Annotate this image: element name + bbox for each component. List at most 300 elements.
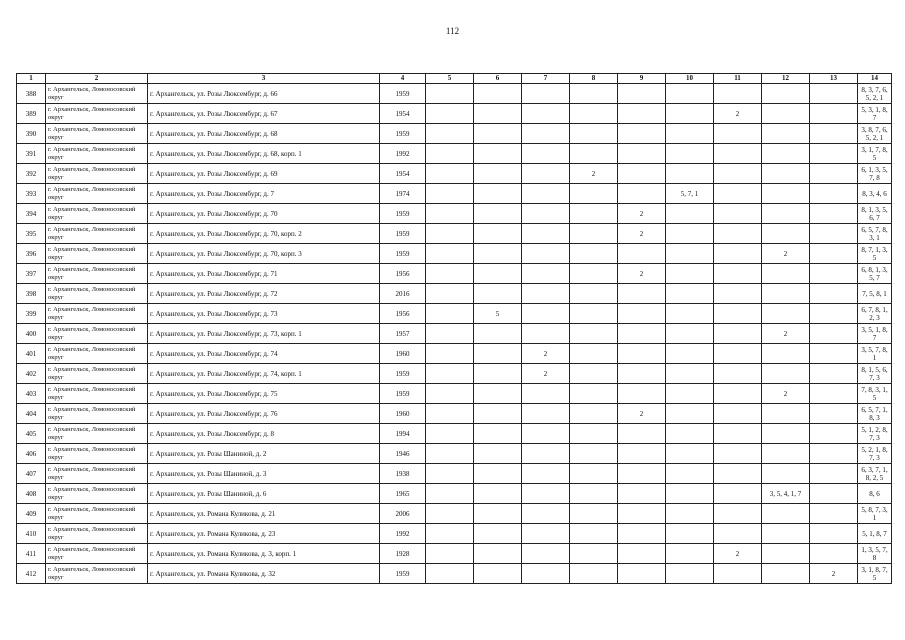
col5-cell [426,364,474,384]
district-cell: г. Архангельск, Ломоносовский округ [46,284,148,304]
district-cell: г. Архангельск, Ломоносовский округ [46,504,148,524]
col6-cell [474,124,522,144]
col8-cell [570,224,618,244]
column-header-13: 13 [810,74,858,84]
col11-cell [714,164,762,184]
col12-cell [762,184,810,204]
col12-cell [762,144,810,164]
col12-cell [762,304,810,324]
col9-cell [618,104,666,124]
year-cell: 1959 [380,364,426,384]
year-cell: 1956 [380,264,426,284]
column-header-7: 7 [522,74,570,84]
year-cell: 1992 [380,144,426,164]
col14-cell: 6, 3, 7, 1, 8, 2, 5 [858,464,892,484]
col12-cell: 3, 5, 4, 1, 7 [762,484,810,504]
table-row [17,524,892,544]
col13-cell [810,364,858,384]
col13-cell [810,264,858,284]
col6-cell [474,184,522,204]
address-cell: г. Архангельск, ул. Розы Люксембург, д. 68 [148,124,380,144]
col5-cell [426,284,474,304]
col11-cell [714,484,762,504]
year-cell: 1960 [380,404,426,424]
col5-cell [426,224,474,244]
col13-cell [810,284,858,304]
table-row [17,544,892,564]
col13-cell [810,204,858,224]
table-row [17,484,892,504]
address-cell: г. Архангельск, ул. Розы Люксембург, д. 70, корп. 2 [148,224,380,244]
col14-cell: 8, 3, 7, 6, 5, 2, 1 [858,84,892,104]
table-row [17,284,892,304]
table-row [17,564,892,584]
col10-cell [666,464,714,484]
col8-cell [570,364,618,384]
column-header-12: 12 [762,74,810,84]
col14-cell: 8, 1, 5, 6, 7, 3 [858,364,892,384]
col6-cell [474,284,522,304]
col13-cell [810,224,858,244]
col10-cell [666,144,714,164]
address-cell: г. Архангельск, ул. Розы Люксембург, д. 74, корп. 1 [148,364,380,384]
row-number: 410 [17,524,46,544]
col10-cell [666,364,714,384]
col7-cell [522,564,570,584]
col13-cell [810,344,858,364]
col11-cell [714,564,762,584]
district-cell: г. Архангельск, Ломоносовский округ [46,84,148,104]
col9-cell [618,324,666,344]
col12-cell [762,344,810,364]
col7-cell [522,484,570,504]
col10-cell [666,264,714,284]
col13-cell [810,164,858,184]
col12-cell [762,204,810,224]
address-cell: г. Архангельск, ул. Розы Люксембург, д. 74 [148,344,380,364]
col14-cell: 3, 1, 8, 7, 5 [858,564,892,584]
table-row [17,184,892,204]
col8-cell [570,184,618,204]
col9-cell [618,244,666,264]
address-cell: г. Архангельск, ул. Романа Куликова, д. 23 [148,524,380,544]
district-cell: г. Архангельск, Ломоносовский округ [46,464,148,484]
col6-cell [474,564,522,584]
col10-cell [666,104,714,124]
district-cell: г. Архангельск, Ломоносовский округ [46,424,148,444]
col12-cell [762,564,810,584]
col10-cell [666,304,714,324]
col8-cell [570,444,618,464]
year-cell: 1959 [380,384,426,404]
col9-cell: 2 [618,204,666,224]
col11-cell [714,264,762,284]
col13-cell [810,244,858,264]
col8-cell [570,284,618,304]
col10-cell [666,484,714,504]
col9-cell [618,384,666,404]
row-number: 399 [17,304,46,324]
col9-cell [618,364,666,384]
col13-cell [810,324,858,344]
year-cell: 1992 [380,524,426,544]
col13-cell [810,84,858,104]
col6-cell [474,384,522,404]
address-cell: г. Архангельск, ул. Розы Люксембург, д. 70 [148,204,380,224]
col11-cell [714,184,762,204]
col12-cell [762,364,810,384]
col11-cell [714,344,762,364]
page-number: 112 [445,26,460,36]
col9-cell [618,424,666,444]
row-number: 390 [17,124,46,144]
col6-cell [474,224,522,244]
col7-cell [522,144,570,164]
table-row [17,244,892,264]
col7-cell [522,84,570,104]
row-number: 412 [17,564,46,584]
table-row [17,404,892,424]
col13-cell [810,444,858,464]
col12-cell: 2 [762,244,810,264]
col9-cell [618,304,666,324]
col7-cell [522,244,570,264]
table-row [17,444,892,464]
col7-cell [522,404,570,424]
row-number: 408 [17,484,46,504]
col8-cell [570,304,618,324]
col13-cell [810,484,858,504]
col7-cell: 2 [522,364,570,384]
col14-cell: 1, 3, 5, 7, 8 [858,544,892,564]
col7-cell [522,504,570,524]
row-number: 406 [17,444,46,464]
column-header-14: 14 [858,74,892,84]
col5-cell [426,124,474,144]
col5-cell [426,444,474,464]
year-cell: 1959 [380,84,426,104]
col11-cell [714,124,762,144]
row-number: 407 [17,464,46,484]
col8-cell [570,484,618,504]
col8-cell [570,544,618,564]
col5-cell [426,564,474,584]
col13-cell [810,424,858,444]
col7-cell [522,424,570,444]
col9-cell [618,544,666,564]
address-cell: г. Архангельск, ул. Розы Люксембург, д. 70, корп. 3 [148,244,380,264]
col9-cell: 2 [618,224,666,244]
year-cell: 1960 [380,344,426,364]
col8-cell [570,524,618,544]
col8-cell [570,464,618,484]
col14-cell: 5, 3, 1, 8, 7 [858,104,892,124]
col14-cell: 3, 5, 7, 8, 1 [858,344,892,364]
col10-cell [666,524,714,544]
row-number: 403 [17,384,46,404]
year-cell: 1946 [380,444,426,464]
col9-cell [618,84,666,104]
col12-cell [762,84,810,104]
district-cell: г. Архангельск, Ломоносовский округ [46,484,148,504]
col14-cell: 3, 1, 7, 8, 5 [858,144,892,164]
address-cell: г. Архангельск, ул. Розы Люксембург, д. 71 [148,264,380,284]
col11-cell: 2 [714,104,762,124]
col14-cell: 8, 7, 1, 3, 5 [858,244,892,264]
col8-cell [570,84,618,104]
col11-cell [714,384,762,404]
column-header-10: 10 [666,74,714,84]
district-cell: г. Архангельск, Ломоносовский округ [46,384,148,404]
col6-cell [474,164,522,184]
col7-cell [522,224,570,244]
district-cell: г. Архангельск, Ломоносовский округ [46,524,148,544]
col11-cell [714,364,762,384]
col12-cell [762,224,810,244]
column-header-1: 1 [17,74,46,84]
column-header-8: 8 [570,74,618,84]
table-row [17,384,892,404]
address-cell: г. Архангельск, ул. Розы Шаниной, д. 6 [148,484,380,504]
col5-cell [426,524,474,544]
col14-cell: 8, 1, 3, 5, 6, 7 [858,204,892,224]
col9-cell [618,164,666,184]
col9-cell [618,444,666,464]
col10-cell [666,404,714,424]
row-number: 404 [17,404,46,424]
col7-cell [522,384,570,404]
col14-cell: 3, 8, 7, 6, 5, 2, 1 [858,124,892,144]
col10-cell [666,244,714,264]
col12-cell [762,164,810,184]
address-cell: г. Архангельск, ул. Розы Люксембург, д. 72 [148,284,380,304]
col7-cell [522,124,570,144]
col11-cell [714,284,762,304]
col6-cell [474,144,522,164]
col7-cell: 2 [522,344,570,364]
year-cell: 1959 [380,564,426,584]
col5-cell [426,484,474,504]
col5-cell [426,504,474,524]
row-number: 397 [17,264,46,284]
district-cell: г. Архангельск, Ломоносовский округ [46,564,148,584]
col10-cell [666,324,714,344]
col9-cell [618,524,666,544]
col12-cell: 2 [762,324,810,344]
col13-cell: 2 [810,564,858,584]
row-number: 392 [17,164,46,184]
column-header-11: 11 [714,74,762,84]
col14-cell: 5, 2, 1, 8, 7, 3 [858,444,892,464]
col6-cell [474,344,522,364]
col7-cell [522,204,570,224]
col8-cell [570,344,618,364]
col13-cell [810,304,858,324]
col12-cell [762,424,810,444]
col6-cell [474,524,522,544]
data-table [16,73,892,584]
col7-cell [522,324,570,344]
col13-cell [810,504,858,524]
col11-cell [714,244,762,264]
col7-cell [522,464,570,484]
address-cell: г. Архангельск, ул. Розы Люксембург, д. 73, корп. 1 [148,324,380,344]
address-cell: г. Архангельск, ул. Розы Люксембург, д. 73 [148,304,380,324]
col13-cell [810,124,858,144]
address-cell: г. Архангельск, ул. Розы Шаниной, д. 3 [148,464,380,484]
col8-cell [570,564,618,584]
row-number: 395 [17,224,46,244]
row-number: 388 [17,84,46,104]
year-cell: 1994 [380,424,426,444]
col10-cell: 5, 7, 1 [666,184,714,204]
col9-cell [618,144,666,164]
address-cell: г. Архангельск, ул. Розы Люксембург, д. 68, корп. 1 [148,144,380,164]
year-cell: 2006 [380,504,426,524]
col6-cell [474,204,522,224]
col10-cell [666,444,714,464]
col9-cell [618,464,666,484]
col14-cell: 8, 6 [858,484,892,504]
col8-cell [570,264,618,284]
col14-cell: 5, 1, 8, 7 [858,524,892,544]
col11-cell: 2 [714,544,762,564]
col6-cell [474,444,522,464]
row-number: 411 [17,544,46,564]
col12-cell [762,464,810,484]
district-cell: г. Архангельск, Ломоносовский округ [46,304,148,324]
col14-cell: 3, 5, 1, 8, 7 [858,324,892,344]
col7-cell [522,184,570,204]
district-cell: г. Архангельск, Ломоносовский округ [46,224,148,244]
address-cell: г. Архангельск, ул. Романа Куликова, д. 21 [148,504,380,524]
column-header-2: 2 [46,74,148,84]
col5-cell [426,244,474,264]
table-row [17,124,892,144]
column-header-4: 4 [380,74,426,84]
col12-cell [762,104,810,124]
col5-cell [426,324,474,344]
col13-cell [810,104,858,124]
row-number: 409 [17,504,46,524]
col12-cell [762,284,810,304]
district-cell: г. Архангельск, Ломоносовский округ [46,164,148,184]
col7-cell [522,104,570,124]
col14-cell: 5, 8, 7, 3, 1 [858,504,892,524]
col8-cell [570,384,618,404]
row-number: 405 [17,424,46,444]
col12-cell [762,444,810,464]
col14-cell: 6, 1, 3, 5, 7, 8 [858,164,892,184]
col8-cell [570,124,618,144]
year-cell: 1959 [380,204,426,224]
col14-cell: 7, 8, 3, 1, 5 [858,384,892,404]
col10-cell [666,124,714,144]
col9-cell: 2 [618,264,666,284]
col5-cell [426,164,474,184]
row-number: 394 [17,204,46,224]
row-number: 400 [17,324,46,344]
address-cell: г. Архангельск, ул. Розы Люксембург, д. 7 [148,184,380,204]
col6-cell [474,544,522,564]
col12-cell [762,524,810,544]
column-header-5: 5 [426,74,474,84]
col12-cell [762,504,810,524]
table-row [17,164,892,184]
col8-cell [570,244,618,264]
district-cell: г. Архангельск, Ломоносовский округ [46,264,148,284]
col6-cell [474,404,522,424]
district-cell: г. Архангельск, Ломоносовский округ [46,344,148,364]
year-cell: 1959 [380,124,426,144]
col9-cell [618,564,666,584]
row-number: 401 [17,344,46,364]
col11-cell [714,464,762,484]
district-cell: г. Архангельск, Ломоносовский округ [46,124,148,144]
col9-cell [618,344,666,364]
col7-cell [522,544,570,564]
col14-cell: 6, 5, 7, 8, 3, 1 [858,224,892,244]
year-cell: 1957 [380,324,426,344]
col14-cell: 6, 5, 7, 1, 8, 3 [858,404,892,424]
table-row [17,104,892,124]
row-number: 402 [17,364,46,384]
col10-cell [666,544,714,564]
col6-cell [474,464,522,484]
district-cell: г. Архангельск, Ломоносовский округ [46,204,148,224]
col5-cell [426,264,474,284]
col14-cell: 6, 7, 8, 1, 2, 3 [858,304,892,324]
col8-cell [570,504,618,524]
address-cell: г. Архангельск, ул. Розы Люксембург, д. 76 [148,404,380,424]
address-cell: г. Архангельск, ул. Романа Куликова, д. 32 [148,564,380,584]
col12-cell [762,404,810,424]
col11-cell [714,444,762,464]
table-row [17,304,892,324]
district-cell: г. Архангельск, Ломоносовский округ [46,104,148,124]
col12-cell [762,124,810,144]
year-cell: 1954 [380,104,426,124]
district-cell: г. Архангельск, Ломоносовский округ [46,244,148,264]
col8-cell [570,204,618,224]
col9-cell [618,184,666,204]
col11-cell [714,144,762,164]
column-header-3: 3 [148,74,380,84]
col10-cell [666,164,714,184]
col6-cell [474,504,522,524]
col10-cell [666,564,714,584]
col6-cell [474,104,522,124]
col5-cell [426,384,474,404]
col6-cell [474,484,522,504]
table-row [17,324,892,344]
col14-cell: 5, 1, 2, 8, 7, 3 [858,424,892,444]
col5-cell [426,304,474,324]
col14-cell: 7, 5, 8, 1 [858,284,892,304]
year-cell: 1974 [380,184,426,204]
table-row [17,424,892,444]
district-cell: г. Архангельск, Ломоносовский округ [46,184,148,204]
col14-cell: 8, 3, 4, 6 [858,184,892,204]
col11-cell [714,424,762,444]
col9-cell [618,484,666,504]
col11-cell [714,524,762,544]
col7-cell [522,164,570,184]
row-number: 398 [17,284,46,304]
col5-cell [426,144,474,164]
col10-cell [666,204,714,224]
address-cell: г. Архангельск, ул. Розы Люксембург, д. 8 [148,424,380,444]
